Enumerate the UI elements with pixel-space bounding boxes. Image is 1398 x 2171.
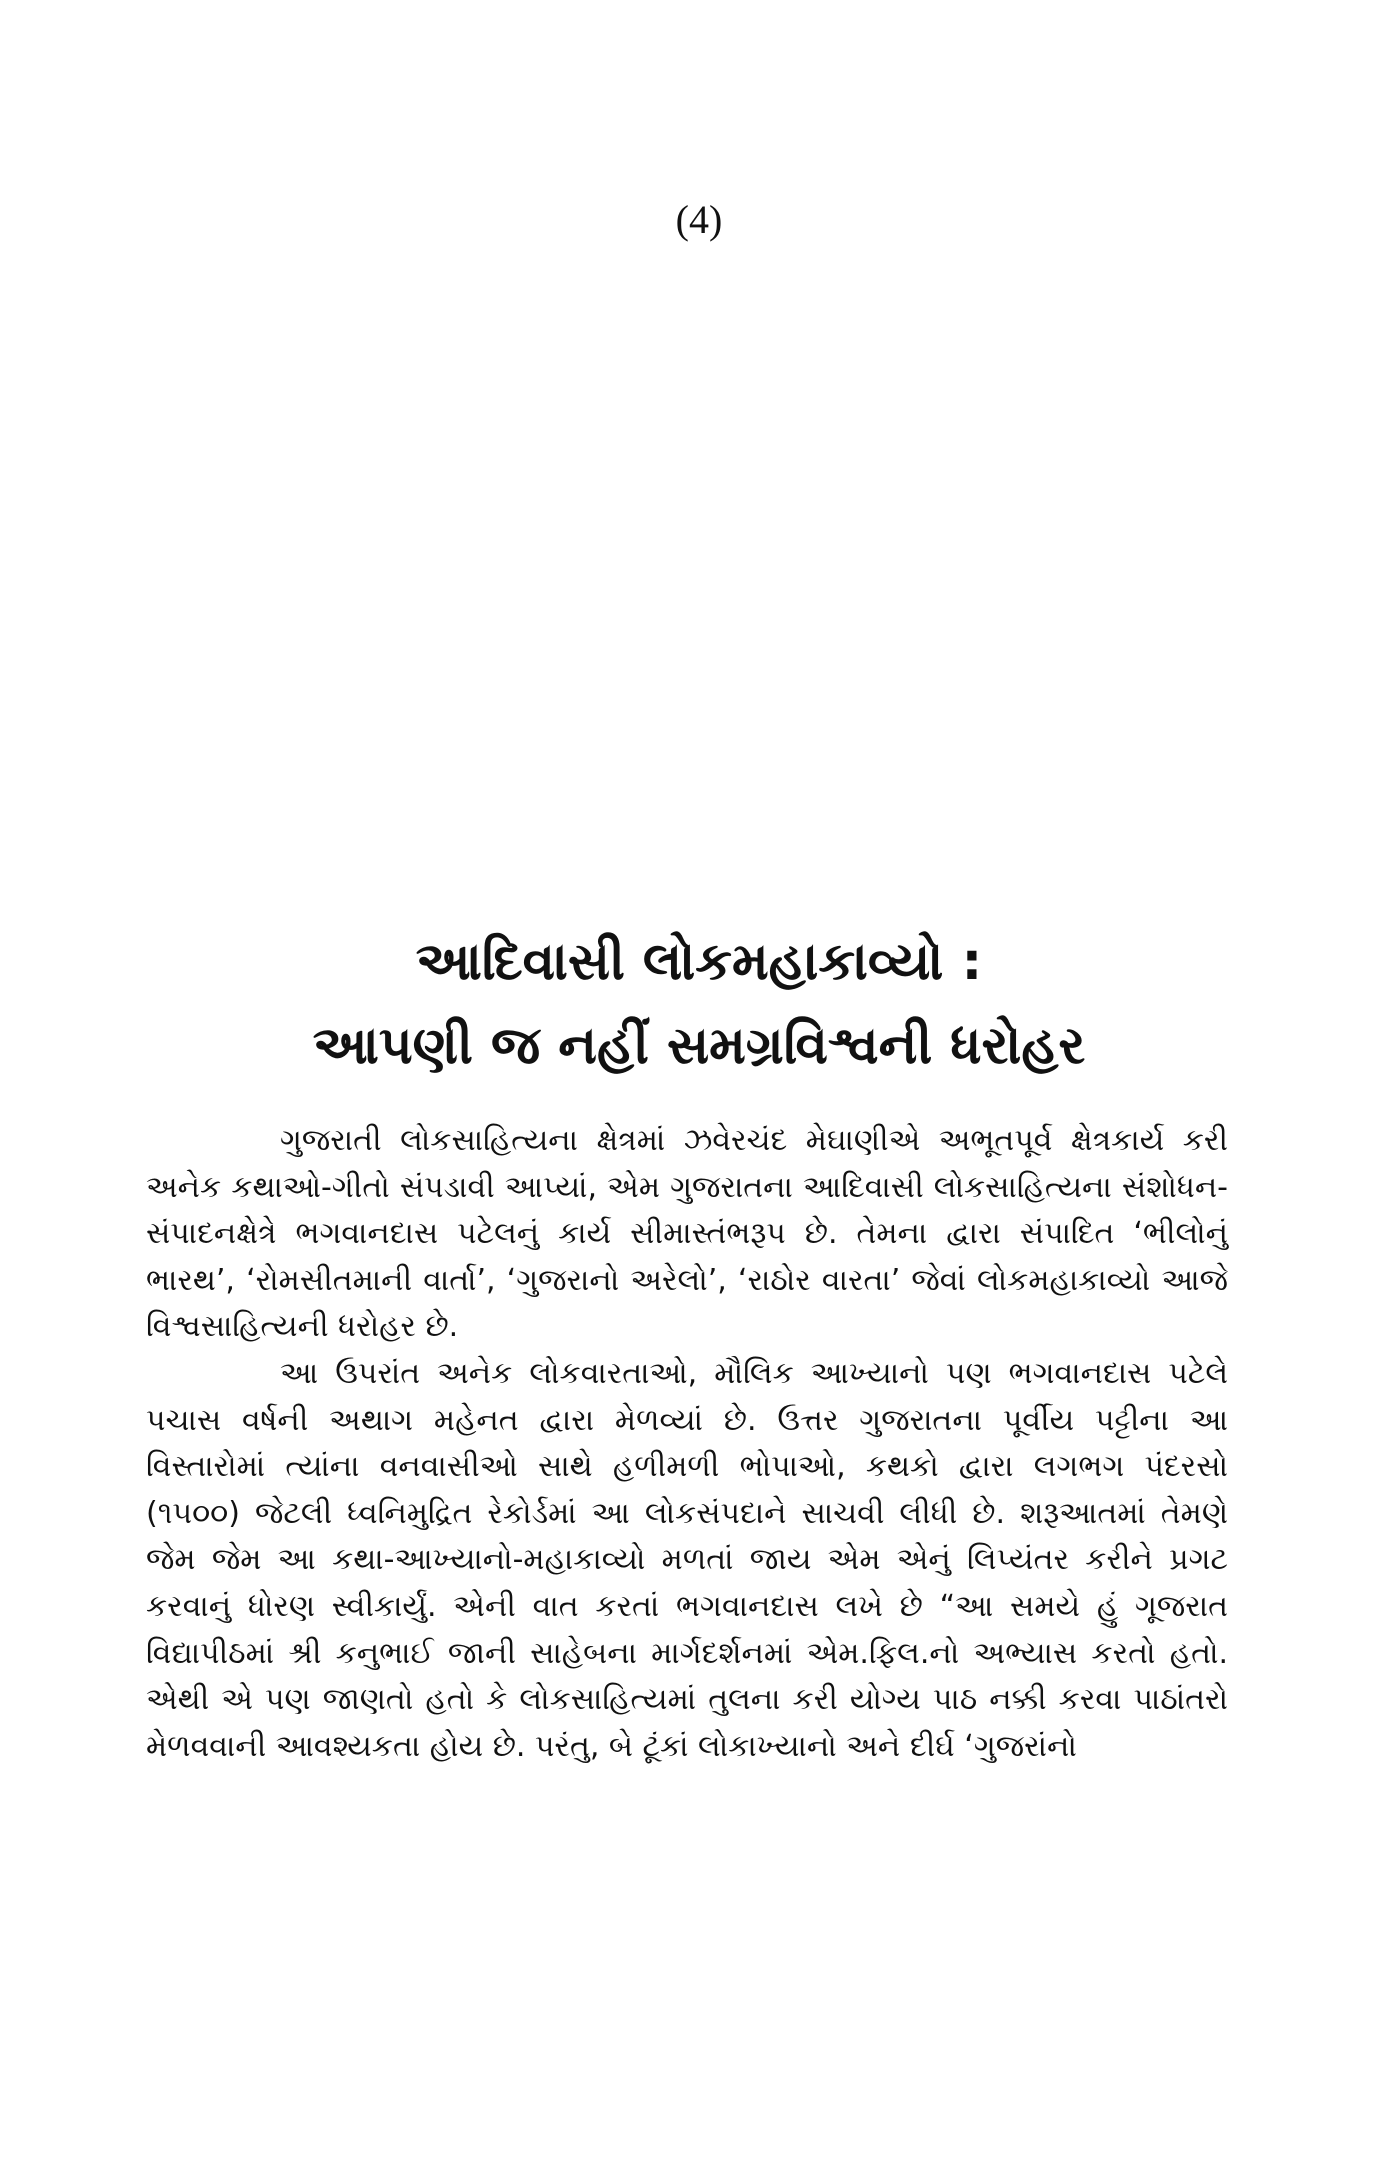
chapter-title-line-1: આદિવાસી લોકમહાકાવ્યો : (415, 932, 983, 992)
chapter-title (140, 920, 1258, 1088)
paragraph-2: આ ઉપરાંત અનેક લોકવારતાઓ, મૌલિક આખ્યાનો પણ ભગવાનદાસ પટેલે પચાસ વર્ષની અથાગ મહેનત દ્વારા મેળવ્યાં છે. ઉત્તર ગુજરાતના પૂર્વીય પટ્ટીના આ વિસ્તારોમાં ત્યાંના વનવાસીઓ સાથે હળીમળી ભોપાઓ, કથકો દ્વારા લગભગ પંદરસો (૧૫૦૦) જેટલી ધ્વનિમુદ્રિત રેકોર્ડમાં આ લોકસંપદાને સાચવી લીધી છે. શરૂઆતમાં તેમણે જેમ જેમ આ કથા-આખ્યાનો-મહાકાવ્યો મળતાં જાય એમ એનું લિપ્યંતર કરીને પ્રગટ કરવાનું ધોરણ સ્વીકાર્યું. એની વાત કરતાં ભગવાનદાસ લખે છે “આ સમયે હું ગૂજરાત વિદ્યાપીઠમાં શ્રી કનુભાઈ જાની સાહેબના માર્ગદર્શનમાં એમ.ફિલ.નો અભ્યાસ કરતો હતો. એથી એ પણ જાણતો હતો કે લોકસાહિત્યમાં તુલના કરી યોગ્ય પાઠ નક્કી કરવા પાઠાંતરો મેળવવાની આવશ્યકતા હોય છે. પરંતુ, બે ટૂંકાં લોકાખ્યાનો અને દીર્ઘ ‘ગુજરાંનો (146, 1355, 1228, 1764)
chapter-title-line-2: આપણી જ નહીં સમગ્રવિશ્વની ધરોહર (312, 1016, 1086, 1076)
paragraph-1: ગુજરાતી લોકસાહિત્યના ક્ષેત્રમાં ઝવેરચંદ મેઘાણીએ અભૂતપૂર્વ ક્ષેત્રકાર્ય કરી અનેક કથાઓ-ગીતો સંપડાવી આપ્યાં, એમ ગુજરાતના આદિવાસી લોકસાહિત્યના સંશોધન-સંપાદનક્ષેત્રે ભગવાનદાસ પટેલનું કાર્ય સીમાસ્તંભરૂપ છે. તેમના દ્વારા સંપાદિત ‘ભીલોનું ભારથ’, ‘રોમસીતમાની વાર્તા’, ‘ગુજરાનો અરેલો’, ‘રાઠોર વારતા’ જેવાં લોકમહાકાવ્યો આજે વિશ્વસાહિત્યની ધરોહર છે. (146, 1123, 1228, 1345)
page-number: (4) (675, 197, 723, 242)
body-text (146, 1118, 1228, 1770)
